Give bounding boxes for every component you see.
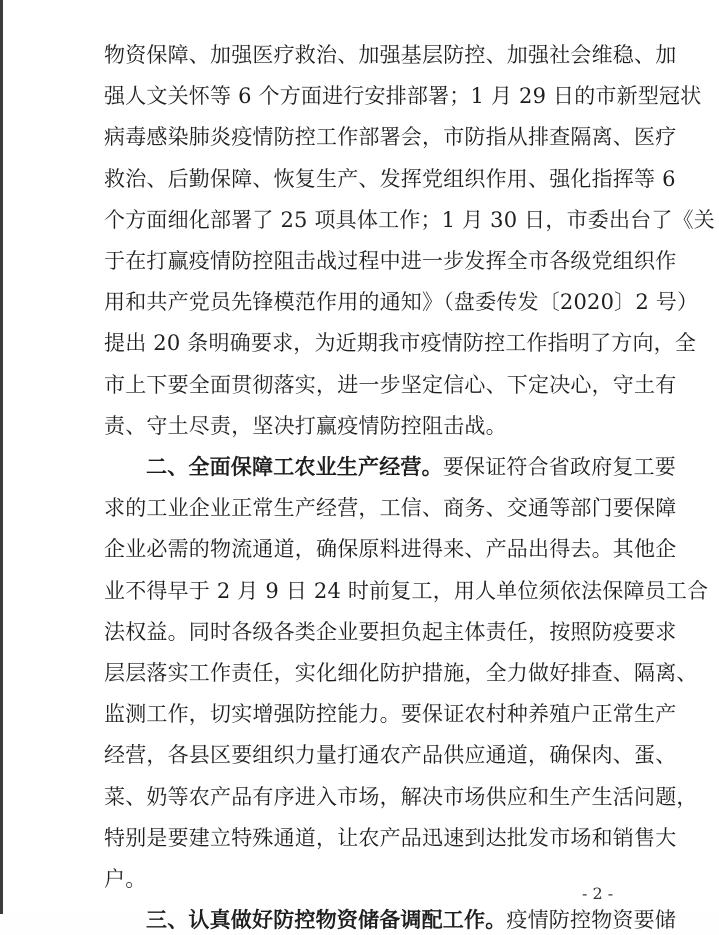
section-2-line: 经营，各县区要组织力量打通农产品供应通道，确保肉、蛋、 — [104, 743, 677, 768]
section-2-line: 求的工业企业正常生产经营，工信、商务、交通等部门要保障 — [104, 496, 677, 521]
section-2-first-line-text: 要保证符合省政府复工要 — [442, 455, 677, 479]
section-3-first-line-text: 疫情防控物资要储 — [506, 908, 677, 933]
body-line-7: 用和共产党员先锋模范作用的通知》（盘委传发〔2020〕2 号） — [104, 290, 699, 315]
section-2-line: 法权益。同时各级各类企业要担负起主体责任，按照防疫要求 — [104, 619, 677, 644]
section-2-line: 特别是要建立特殊通道，让农产品迅速到达批发市场和销售大 — [104, 825, 677, 850]
section-2-first-line — [146, 452, 677, 482]
page-left-edge — [0, 0, 3, 914]
body-line-4: 救治、后勤保障、恢复生产、发挥党组织作用、强化指挥等 6 — [104, 166, 676, 191]
section-2-line: 企业必需的物流通道，确保原料进得来、产品出得去。其他企 — [104, 537, 677, 562]
body-line-5: 个方面细化部署了 25 项具体工作；1 月 30 日，市委出台了《关 — [104, 207, 715, 232]
section-2-heading: 二、全面保障工农业生产经营。 — [146, 455, 443, 479]
body-line-3: 病毒感染肺炎疫情防控工作部署会，市防指从排查隔离、医疗 — [104, 125, 677, 150]
body-line-8: 提出 20 条明确要求，为近期我市疫情防控工作指明了方向，全 — [104, 331, 697, 356]
section-3-heading: 三、认真做好防控物资储备调配工作。 — [146, 908, 507, 933]
body-line-2: 强人文关怀等 6 个方面进行安排部署；1 月 29 日的市新型冠状 — [104, 84, 702, 109]
section-2-line: 业不得早于 2 月 9 日 24 时前复工，用人单位须依法保障员工合 — [104, 578, 709, 603]
body-line-9: 市上下要全面贯彻落实，进一步坚定信心、下定决心，守土有 — [104, 372, 677, 397]
body-line-1: 物资保障、加强医疗救治、加强基层防控、加强社会维稳、加 — [104, 43, 677, 67]
page-number: - 2 - — [582, 884, 614, 903]
body-line-6: 于在打赢疫情防控阻击战过程中进一步发挥全市各级党组织作 — [104, 249, 677, 273]
section-2-line: 户。 — [104, 867, 147, 891]
body-line-10: 责、守土尽责，坚决打赢疫情防控阻击战。 — [104, 413, 507, 438]
section-3-first-line — [146, 905, 677, 935]
section-2-line: 菜、奶等农产品有序进入市场，解决市场供应和生产生活问题， — [104, 784, 698, 809]
section-2-line: 监测工作，切实增强防控能力。要保证农村种养殖户正常生产 — [104, 702, 677, 727]
section-2-line: 层层落实工作责任，实化细化防护措施，全力做好排查、隔离、 — [104, 661, 698, 685]
